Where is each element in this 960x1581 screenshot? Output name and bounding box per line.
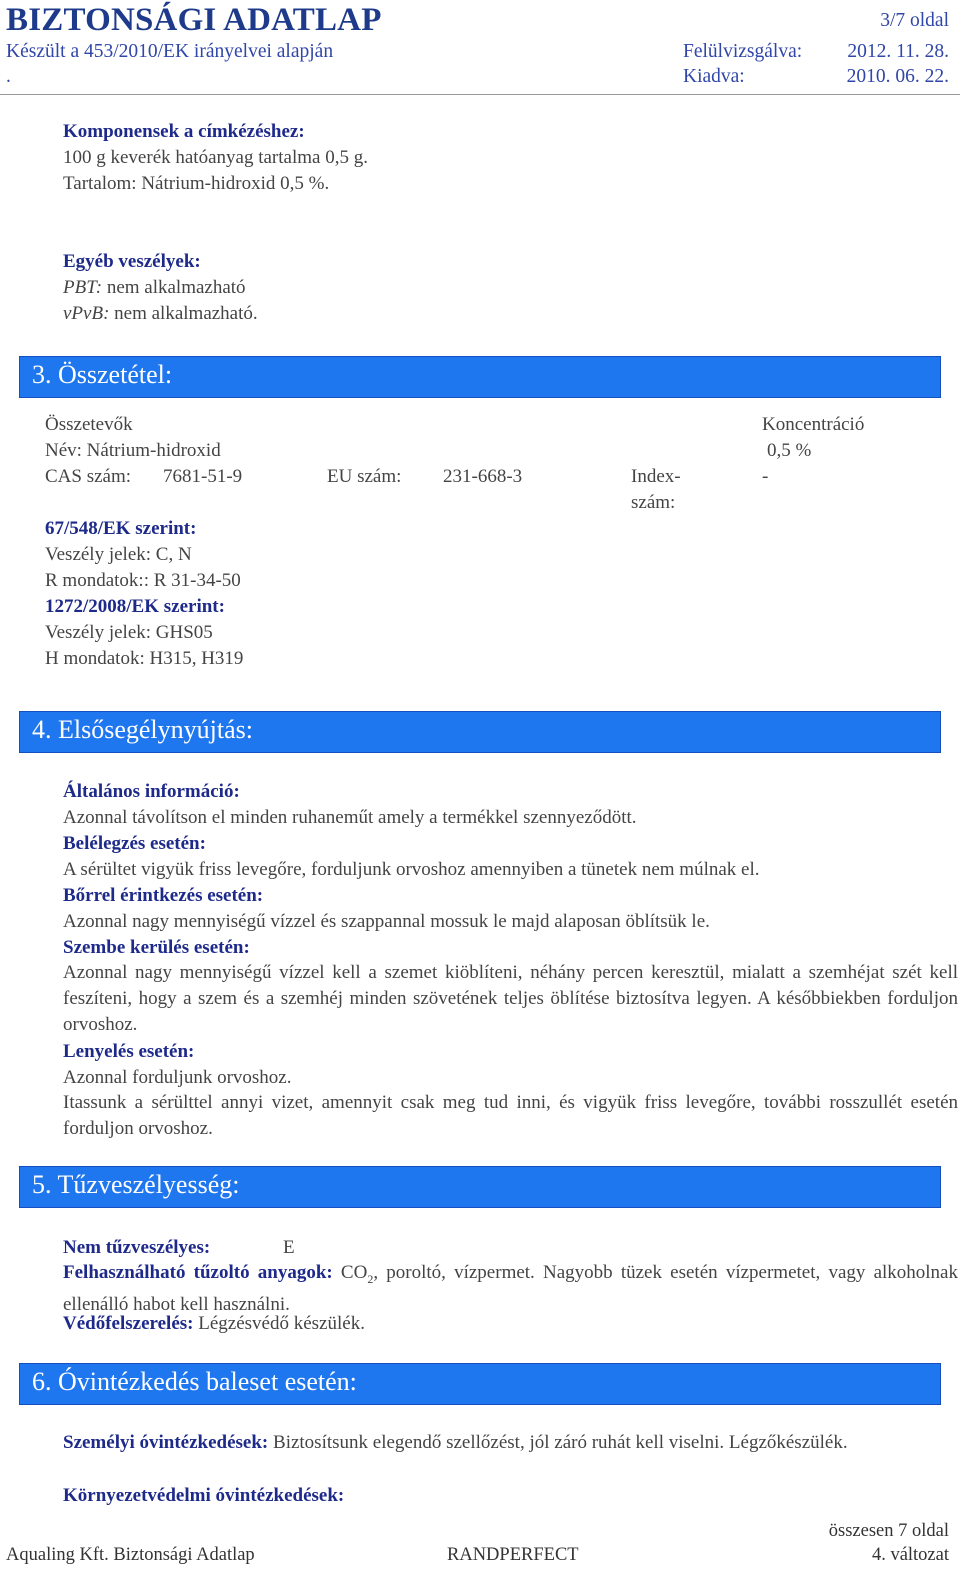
concentration-value: 0,5 %: [767, 440, 812, 461]
footer-total-pages: összesen 7 oldal: [828, 1521, 949, 1541]
ingestion-text-2: Itassunk a sérülttel annyi vizet, amennyit csak meg tud inni, és vigyük friss levegőre, további rosszullét esetén forduljon orvoshoz.: [63, 1092, 958, 1139]
eye-contact-heading: Szembe kerülés esetén:: [63, 937, 250, 958]
footer-product: RANDPERFECT: [447, 1545, 579, 1565]
reg1-symbols: Veszély jelek: C, N: [45, 544, 192, 565]
footer-version: 4. változat: [871, 1545, 949, 1565]
section-4-title: 4. Elsősegélynyújtás:: [32, 715, 253, 744]
review-date: 2012. 11. 28.: [847, 41, 949, 62]
inhalation-text: A sérültet vigyük friss levegőre, forduljunk orvoshoz amennyiben a tünetek nem múlnak el.: [63, 859, 760, 880]
issued-date: 2010. 06. 22.: [846, 66, 949, 87]
agents-co: CO: [332, 1262, 368, 1283]
eye-contact-text: Azonnal nagy mennyiségű vízzel kell a szemet kiöblíteni, néhány percen keresztül, mialatt a szemhéjat szét kell feszíteni, hogy a szem és a szemhéj minden szövetének teljes öblítése biztosítva legyen. A későbbiekben forduljon orvoshoz.: [63, 962, 958, 1035]
section-5-header: [19, 1166, 941, 1208]
components-line-1: 100 g keverék hatóanyag tartalma 0,5 g.: [63, 147, 368, 168]
section-4-header: [19, 711, 941, 753]
nonflammable-value: E: [283, 1237, 295, 1258]
substance-name: Név: Nátrium-hidroxid: [45, 440, 221, 461]
general-info-text: Azonnal távolítson el minden ruhaneműt amely a termékkel szennyeződött.: [63, 807, 637, 828]
section-6-title: 6. Óvintézkedés baleset esetén:: [32, 1367, 357, 1396]
protect-value: Légzésvédő készülék.: [193, 1313, 365, 1334]
reg1-phrases: R mondatok:: R 31-34-50: [45, 570, 241, 591]
agents-text: , poroltó, vízpermet. Nagyobb tüzek esetén vízpermetet, vagy alkoholnak ellenálló habot kell használni.: [63, 1262, 958, 1315]
vpvb-line: [63, 303, 258, 325]
cas-label: CAS szám:: [45, 466, 132, 487]
index-value: -: [762, 466, 769, 487]
eu-value: 231-668-3: [443, 466, 523, 487]
protect-label: Védőfelszerelés:: [63, 1313, 194, 1334]
nonflammable-label: Nem tűzveszélyes:: [63, 1237, 211, 1258]
skin-contact-heading: Bőrrel érintkezés esetén:: [63, 885, 264, 906]
document-title: BIZTONSÁGI ADATLAP: [6, 2, 382, 38]
general-info-heading: Általános információ:: [63, 781, 240, 802]
extinguishing-agents: [63, 1260, 958, 1318]
vpvb-label: vPvB:: [63, 303, 110, 324]
col-components: Összetevők: [45, 414, 133, 435]
skin-contact-text: Azonnal nagy mennyiségű vízzel és szappannal mossuk le majd alaposan öblítsük le.: [63, 911, 710, 932]
section-5-title: 5. Tűzveszélyesség:: [32, 1170, 240, 1199]
personal-precautions: [63, 1430, 958, 1456]
col-concentration: Koncentráció: [762, 414, 865, 435]
pbt-value: nem alkalmazható: [102, 277, 246, 298]
inhalation-heading: Belélegzés esetén:: [63, 833, 206, 854]
environmental-heading: Környezetvédelmi óvintézkedések:: [63, 1485, 345, 1506]
other-hazards-heading: Egyéb veszélyek:: [63, 251, 201, 272]
ingestion-heading: Lenyelés esetén:: [63, 1041, 195, 1062]
agents-label: Felhasználható tűzoltó anyagok:: [63, 1262, 333, 1283]
footer-company: Aqualing Kft. Biztonsági Adatlap: [6, 1545, 255, 1565]
reg2-symbols: Veszély jelek: GHS05: [45, 622, 213, 643]
personal-text: Biztosítsunk elegendő szellőzést, jól záró ruhát kell viselni. Légzőkészülék.: [268, 1432, 848, 1453]
section-3-title: 3. Összetétel:: [32, 360, 173, 389]
index-label-2: szám:: [631, 492, 676, 513]
components-line-2: Tartalom: Nátrium-hidroxid 0,5 %.: [63, 173, 330, 194]
index-label-1: Index-: [631, 466, 681, 487]
review-label: Felülvizsgálva:: [683, 41, 803, 62]
pbt-line: [63, 277, 246, 299]
personal-label: Személyi óvintézkedések:: [63, 1432, 269, 1453]
eu-label: EU szám:: [327, 466, 402, 487]
page-number: 3/7 oldal: [880, 10, 949, 31]
ingestion-text-1: Azonnal forduljunk orvoshoz.: [63, 1067, 292, 1088]
pbt-label: PBT:: [63, 277, 103, 298]
reg2-heading: 1272/2008/EK szerint:: [45, 596, 225, 617]
section-3-header: [19, 356, 941, 398]
issued-label: Kiadva:: [683, 66, 745, 87]
vpvb-value: nem alkalmazható.: [109, 303, 258, 324]
header-divider: [0, 94, 960, 95]
subtitle: Készült a 453/2010/EK irányelvei alapján: [6, 41, 334, 62]
section-6-header: [19, 1363, 941, 1405]
header-dot: .: [6, 66, 11, 87]
agents-sub: 2: [367, 1271, 374, 1286]
components-heading: Komponensek a címkézéshez:: [63, 121, 305, 142]
protective-equipment: [63, 1313, 365, 1335]
reg1-heading: 67/548/EK szerint:: [45, 518, 197, 539]
reg2-phrases: H mondatok: H315, H319: [45, 648, 244, 669]
cas-value: 7681-51-9: [163, 466, 243, 487]
